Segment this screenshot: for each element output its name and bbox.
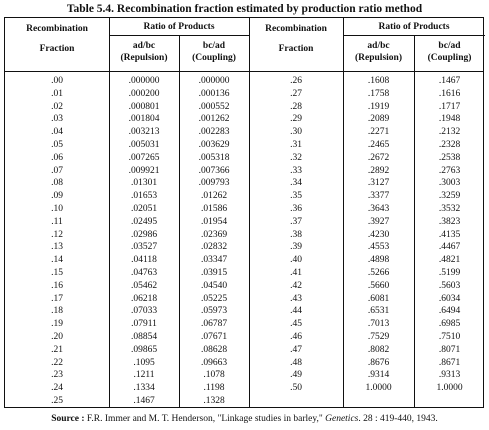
table-cell: .07911 bbox=[131, 319, 157, 330]
table-cell: .27 bbox=[290, 88, 302, 99]
table-cell: .02495 bbox=[130, 216, 158, 227]
fraction-header-left bbox=[5, 23, 109, 55]
table-cell: .000136 bbox=[198, 88, 230, 99]
ratio-header-left: Ratio of Products bbox=[143, 22, 215, 32]
repulsion-column-right bbox=[343, 75, 414, 395]
table-cell: .5199 bbox=[438, 267, 461, 278]
table-cell: .3823 bbox=[438, 216, 461, 227]
table-cell: .04 bbox=[51, 127, 63, 138]
table-cell: .02832 bbox=[200, 242, 228, 253]
coupling-column-right bbox=[414, 75, 485, 395]
table-cell: .03347 bbox=[200, 255, 228, 266]
table-cell: .1198 bbox=[203, 383, 225, 394]
table-cell: .2328 bbox=[438, 139, 461, 150]
table-cell: .44 bbox=[290, 306, 302, 317]
table-cell: .3927 bbox=[367, 216, 390, 227]
ratio-header-right: Ratio of Products bbox=[378, 22, 450, 32]
table-cell: .1608 bbox=[367, 76, 390, 86]
table-caption: Table 5.4. Recombination fraction estimated by production ratio method bbox=[66, 3, 423, 15]
table-cell: .05973 bbox=[200, 306, 228, 317]
table-cell: .3532 bbox=[438, 203, 461, 214]
source-note bbox=[0, 413, 489, 425]
fraction-column-left bbox=[5, 75, 109, 408]
table-cell: .4821 bbox=[438, 255, 461, 266]
table-cell: .2089 bbox=[367, 114, 390, 125]
table-cell: .8071 bbox=[438, 344, 461, 355]
table-cell: .000552 bbox=[198, 101, 230, 112]
table-cell: .4230 bbox=[367, 229, 390, 240]
table-cell: .1095 bbox=[133, 357, 155, 368]
table-cell: .21 bbox=[51, 344, 63, 355]
table-cell: .33 bbox=[290, 165, 302, 176]
table-cell: .1211 bbox=[133, 370, 155, 381]
table-cell: .01954 bbox=[200, 216, 228, 227]
table-cell: .009921 bbox=[128, 165, 160, 176]
table-cell: .001804 bbox=[128, 114, 160, 125]
fraction-header-line1: Recombination bbox=[265, 24, 327, 34]
table-cell: .5660 bbox=[367, 280, 390, 291]
table-cell: .000200 bbox=[128, 88, 160, 99]
fraction-column-right bbox=[249, 75, 343, 395]
table-cell: .45 bbox=[290, 319, 302, 330]
table-cell: .09 bbox=[51, 191, 63, 202]
table-cell: .000000 bbox=[198, 76, 230, 86]
table-cell: .7510 bbox=[438, 331, 461, 342]
table-cell: .2538 bbox=[438, 152, 461, 163]
table-cell: .38 bbox=[290, 229, 302, 240]
table-cell: .6034 bbox=[438, 293, 461, 304]
table-cell: .03915 bbox=[200, 267, 228, 278]
table-cell: .15 bbox=[51, 267, 63, 278]
table-cell: .09663 bbox=[200, 357, 228, 368]
table-cell: .8676 bbox=[367, 357, 390, 368]
table-cell: .05225 bbox=[200, 293, 228, 304]
table-cell: .41 bbox=[290, 267, 302, 278]
table-cell: .10 bbox=[51, 203, 63, 214]
table-cell: .01301 bbox=[130, 178, 158, 189]
table-cell: .1717 bbox=[438, 101, 461, 112]
table-cell: .6494 bbox=[438, 306, 461, 317]
table-cell: .01 bbox=[51, 88, 63, 99]
table-cell: .1467 bbox=[438, 76, 461, 86]
table-cell: .9314 bbox=[367, 370, 390, 381]
table-cell: .35 bbox=[290, 191, 302, 202]
table-cell: .03 bbox=[51, 114, 63, 125]
table-cell: .40 bbox=[290, 255, 302, 266]
table-cell: .39 bbox=[290, 242, 302, 253]
table-cell: .002283 bbox=[198, 127, 230, 138]
table-cell: .13 bbox=[51, 242, 63, 253]
table-cell: .43 bbox=[290, 293, 302, 304]
table-cell: 1.0000 bbox=[365, 383, 392, 394]
table-cell: .08 bbox=[51, 178, 63, 189]
table-cell: .19 bbox=[51, 319, 63, 330]
coupling-column-left bbox=[179, 75, 249, 408]
table-cell: .25 bbox=[51, 395, 63, 406]
table-cell: .04540 bbox=[200, 280, 228, 291]
table-cell: .02369 bbox=[200, 229, 228, 240]
table-cell: .30 bbox=[290, 127, 302, 138]
table-cell: .03527 bbox=[130, 242, 158, 253]
table-cell: .04763 bbox=[130, 267, 158, 278]
table-cell: .5266 bbox=[367, 267, 390, 278]
table-cell: .4553 bbox=[367, 242, 390, 253]
table-cell: .29 bbox=[290, 114, 302, 125]
coupling-header-right bbox=[414, 40, 485, 64]
table-cell: .007265 bbox=[128, 152, 160, 163]
table-cell: .4467 bbox=[438, 242, 461, 253]
table-cell: .5603 bbox=[438, 280, 461, 291]
repulsion-header-line2: (Repulsion) bbox=[355, 53, 402, 63]
table-cell: .09865 bbox=[130, 344, 158, 355]
table-cell: .14 bbox=[51, 255, 63, 266]
table-cell: .7013 bbox=[367, 319, 390, 330]
table-cell: .48 bbox=[290, 357, 302, 368]
table-cell: .2132 bbox=[438, 127, 461, 138]
table-cell: .26 bbox=[290, 76, 302, 86]
table-cell: .22 bbox=[51, 357, 63, 368]
table-cell: .20 bbox=[51, 331, 63, 342]
data-table bbox=[4, 17, 484, 408]
table-cell: .12 bbox=[51, 229, 63, 240]
table-cell: .4898 bbox=[367, 255, 390, 266]
table-cell: .01262 bbox=[200, 191, 228, 202]
table-cell: .6985 bbox=[438, 319, 461, 330]
table-cell: .00 bbox=[51, 76, 63, 86]
table-cell: .1758 bbox=[367, 88, 390, 99]
table-cell: .02 bbox=[51, 101, 63, 112]
table-cell: .3127 bbox=[367, 178, 390, 189]
table-cell: .32 bbox=[290, 152, 302, 163]
source-text-after: . 28 : 419-440, 1943. bbox=[358, 414, 438, 424]
table-cell: .02051 bbox=[130, 203, 158, 214]
source-label: Source : bbox=[51, 414, 85, 424]
table-cell: .3003 bbox=[438, 178, 461, 189]
table-cell: 1.0000 bbox=[436, 383, 463, 394]
fraction-header-right bbox=[249, 23, 343, 55]
table-cell: .28 bbox=[290, 101, 302, 112]
table-cell: .1616 bbox=[438, 88, 461, 99]
coupling-header-line1: bc/ad bbox=[202, 41, 226, 51]
table-cell: .08628 bbox=[200, 344, 228, 355]
table-cell: .01653 bbox=[130, 191, 158, 202]
table-cell: .02986 bbox=[130, 229, 158, 240]
coupling-header-line2: (Coupling) bbox=[427, 53, 472, 63]
table-cell: .1334 bbox=[133, 383, 155, 394]
repulsion-header-line1: ad/bc bbox=[367, 41, 390, 51]
table-cell: .8082 bbox=[367, 344, 390, 355]
source-text-before: F.R. Immer and M. T. Henderson, "Linkage studies in barley," bbox=[84, 414, 326, 424]
coupling-header-line1: bc/ad bbox=[438, 41, 461, 51]
table-cell: .46 bbox=[290, 331, 302, 342]
repulsion-header-left bbox=[109, 40, 179, 64]
table-cell: .06 bbox=[51, 152, 63, 163]
repulsion-column-left bbox=[109, 75, 179, 408]
table-cell: .1328 bbox=[203, 395, 225, 406]
fraction-header-line1: Recombination bbox=[26, 24, 88, 34]
table-header bbox=[5, 18, 483, 72]
table-cell: .3643 bbox=[367, 203, 390, 214]
table-cell: .23 bbox=[51, 370, 63, 381]
table-cell: .009793 bbox=[198, 178, 230, 189]
table-cell: .42 bbox=[290, 280, 302, 291]
table-cell: .01586 bbox=[200, 203, 228, 214]
fraction-header-line2: Fraction bbox=[39, 44, 75, 54]
table-cell: .9313 bbox=[438, 370, 461, 381]
table-cell: .2465 bbox=[367, 139, 390, 150]
table-cell: .2672 bbox=[367, 152, 390, 163]
table-cell: .11 bbox=[51, 216, 63, 227]
source-journal: Genetics bbox=[325, 414, 359, 424]
table-cell: .17 bbox=[51, 293, 63, 304]
table-cell: .05 bbox=[51, 139, 63, 150]
table-cell: .24 bbox=[51, 383, 63, 394]
table-cell: .49 bbox=[290, 370, 302, 381]
table-cell: .47 bbox=[290, 344, 302, 355]
table-cell: .1948 bbox=[438, 114, 461, 125]
fraction-header-line2: Fraction bbox=[278, 44, 314, 54]
table-cell: .05462 bbox=[130, 280, 158, 291]
table-cell: .07 bbox=[51, 165, 63, 176]
table-cell: .1919 bbox=[367, 101, 390, 112]
table-cell: .07033 bbox=[130, 306, 158, 317]
repulsion-header-line2: (Repulsion) bbox=[120, 53, 168, 63]
table-cell: .7529 bbox=[367, 331, 390, 342]
table-cell: .005031 bbox=[128, 139, 160, 150]
table-cell: .08854 bbox=[130, 331, 158, 342]
table-cell: .6531 bbox=[367, 306, 390, 317]
table-cell: .50 bbox=[290, 383, 302, 394]
repulsion-header-line1: ad/bc bbox=[132, 41, 156, 51]
table-cell: .04118 bbox=[131, 255, 157, 266]
table-cell: .31 bbox=[290, 139, 302, 150]
coupling-header-line2: (Coupling) bbox=[192, 53, 236, 63]
repulsion-header-right bbox=[343, 40, 414, 64]
table-cell: .2892 bbox=[367, 165, 390, 176]
table-cell: .06787 bbox=[200, 319, 228, 330]
table-cell: .2763 bbox=[438, 165, 461, 176]
table-cell: .000801 bbox=[128, 101, 160, 112]
table-cell: .1467 bbox=[133, 395, 155, 406]
table-cell: .1078 bbox=[203, 370, 225, 381]
coupling-header-left bbox=[179, 40, 249, 64]
table-cell: .005318 bbox=[198, 152, 230, 163]
table-cell: .003213 bbox=[128, 127, 160, 138]
table-cell: .000000 bbox=[128, 76, 160, 86]
table-cell: .001262 bbox=[198, 114, 230, 125]
table-cell: .3377 bbox=[367, 191, 390, 202]
table-cell: .07671 bbox=[200, 331, 228, 342]
table-cell: .06218 bbox=[130, 293, 158, 304]
table-cell: .18 bbox=[51, 306, 63, 317]
table-cell: .8671 bbox=[438, 357, 461, 368]
table-cell: .4135 bbox=[438, 229, 461, 240]
table-cell: .3259 bbox=[438, 191, 461, 202]
table-cell: .37 bbox=[290, 216, 302, 227]
table-cell: .2271 bbox=[367, 127, 390, 138]
table-cell: .007366 bbox=[198, 165, 230, 176]
table-cell: .16 bbox=[51, 280, 63, 291]
table-cell: .34 bbox=[290, 178, 302, 189]
table-cell: .003629 bbox=[198, 139, 230, 150]
table-cell: .6081 bbox=[367, 293, 390, 304]
table-cell: .36 bbox=[290, 203, 302, 214]
